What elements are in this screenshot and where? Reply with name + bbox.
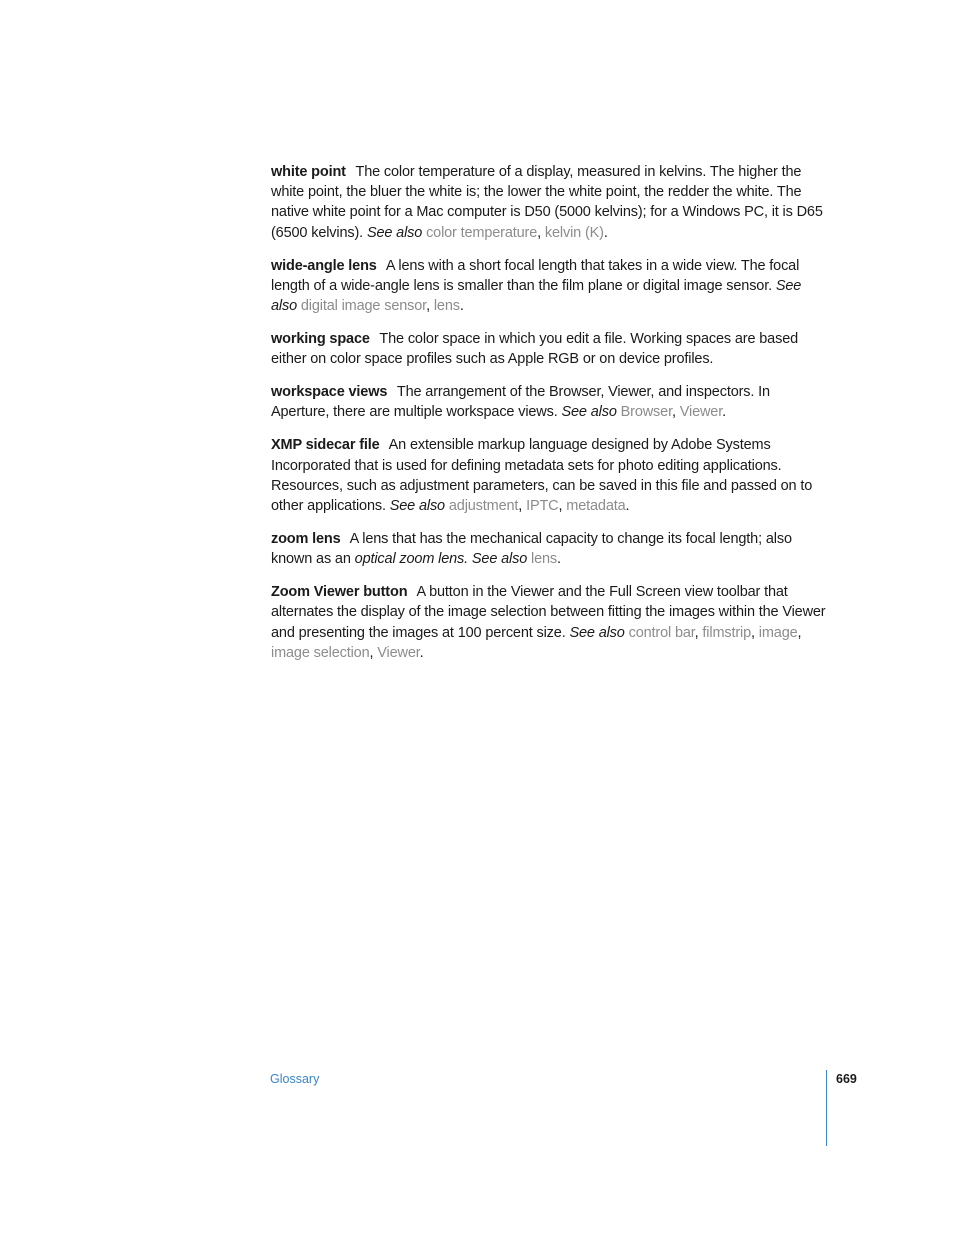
glossary-entry-zoom-lens: zoom lens A lens that has the mechanical capacity to change its focal length; also known as an optical zoom lens. See also lens. — [271, 531, 792, 568]
cross-reference-link[interactable]: control bar — [628, 624, 695, 641]
footer-divider — [826, 1070, 827, 1146]
see-also-label: See also — [366, 224, 423, 241]
cross-reference-link[interactable]: filmstrip — [702, 624, 752, 641]
cross-reference-link[interactable]: Browser — [620, 404, 672, 421]
cross-reference-link[interactable]: image — [758, 624, 798, 641]
glossary-entry-wide-angle-lens: wide-angle lens A lens with a short focal length that takes in a wide view. The focal length of a wide-angle lens is smaller than the film plane or digital image sensor. See also digital image sensor, lens. — [271, 257, 802, 315]
glossary-entry-white-point: white point The color temperature of a display, measured in kelvins. The higher the white point, the bluer the white is; the lower the white point, the redder the white. The native white point for a Mac computer is D50 (5000 kelvins); for a Windows PC, it is D65 (6500 kelvins). See also color temperature, kelvin (K). — [271, 164, 823, 241]
entry-definition: An extensible markup language designed by Adobe Systems Incorporated that is used for defining metadata sets for photo editing applications. Resources, such as adjustment parameters, can be saved in this file and passed on to other applications. — [271, 437, 813, 515]
glossary-entries — [271, 162, 827, 676]
entry-term: working space — [271, 331, 370, 348]
entry-term: white point — [271, 164, 346, 180]
cross-reference-link[interactable]: kelvin (K) — [544, 224, 604, 241]
page-number: 669 — [836, 1072, 857, 1086]
entry-term: XMP sidecar file — [271, 437, 380, 454]
footer-section-link[interactable]: Glossary — [270, 1072, 320, 1086]
entry-italic-term: optical zoom lens. — [354, 551, 469, 568]
glossary-entry-working-space — [271, 329, 827, 369]
entry-definition: The color temperature of a display, measured in kelvins. The higher the white point, the bluer the white is; the lower the white point, the redder the white. The native white point for a Mac computer is D50 (5000 kelvins); for a Windows PC, it is D65 (6500 kelvins). — [271, 164, 823, 241]
cross-reference-link[interactable]: Viewer — [377, 644, 420, 661]
cross-reference-link[interactable]: adjustment — [448, 498, 519, 515]
see-also-label: See also — [389, 498, 445, 515]
cross-reference-link[interactable]: image selection — [271, 644, 370, 661]
entry-definition: A button in the Viewer and the Full Screen view toolbar that alternates the display of the image selection between fitting the images within the Viewer and presenting the images at 100 percent size. — [271, 584, 826, 641]
cross-reference-link[interactable]: metadata — [566, 498, 626, 515]
see-also-label: See also — [471, 551, 528, 568]
entry-definition: A lens with a short focal length that takes in a wide view. The focal length of a wide-angle lens is smaller than the film plane or digital image sensor. — [271, 257, 800, 294]
entry-definition: The color space in which you edit a file. Working spaces are based either on color space profiles such as Apple RGB or on device profiles. — [271, 331, 799, 368]
glossary-entry-xmp-sidecar-file: XMP sidecar file An extensible markup language designed by Adobe Systems Incorporated that is used for defining metadata sets for photo editing applications. Resources, such as adjustment parameters, can be saved in this file and passed on to other applications. See also adjustment, IPTC, metadata. — [271, 437, 813, 515]
entry-term: zoom lens — [271, 531, 341, 548]
cross-reference-link[interactable]: lens — [433, 298, 460, 315]
see-also-label: See also — [271, 277, 802, 315]
glossary-entry-workspace-views: workspace views The arrangement of the Browser, Viewer, and inspectors. In Aperture, there are multiple workspace views. See also Browser, Viewer. — [271, 384, 770, 421]
entry-definition: A lens that has the mechanical capacity to change its focal length; also known as an — [271, 531, 792, 568]
entry-term: workspace views — [271, 384, 388, 401]
entry-term: wide-angle lens — [271, 257, 377, 274]
cross-reference-link[interactable]: color temperature — [426, 224, 538, 241]
entry-definition: The arrangement of the Browser, Viewer, and inspectors. In Aperture, there are multiple workspace views. — [271, 384, 770, 421]
cross-reference-link[interactable]: IPTC — [526, 498, 559, 515]
cross-reference-link[interactable]: Viewer — [679, 404, 723, 421]
see-also-label: See also — [569, 624, 625, 641]
glossary-entry-zoom-viewer-button: Zoom Viewer button A button in the Viewer and the Full Screen view toolbar that alternates the display of the image selection between fitting the images within the Viewer and presenting the images at 100 percent size. See also control bar, filmstrip, image, image selection, Viewer. — [271, 584, 826, 661]
cross-reference-link[interactable]: lens — [531, 551, 558, 568]
cross-reference-link[interactable]: digital image sensor — [300, 298, 427, 315]
see-also-label: See also — [561, 404, 617, 421]
entry-term: Zoom Viewer button — [271, 584, 408, 601]
